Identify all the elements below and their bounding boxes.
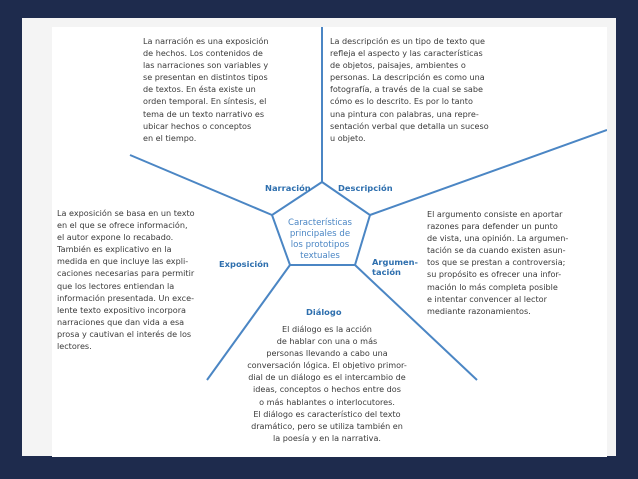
exposicion-text: La exposición se basa en un texto en el que se ofrece información, el autor expone lo recabado. También es explicativo en la medida en que incluye las expli- caciones necesarias para permitir que los lectores entiendan la información presentada. Un exce- lente texto expositivo incorpora narraciones que dan vida a esa prosa y cautivan el interés de los lectores. [57,208,195,352]
dialogo-label: Diálogo [306,307,342,317]
dialogo-text: El diálogo es la acción de hablar con una o más personas llevando a cabo una conversación lógica. El objetivo primor- dial de un diálogo es el intercambio de ideas, conceptos o hechos entre dos o más hablantes o interlocutores. El diálogo es característico del texto dramático, pero se utiliza también en la poesía y en la narrativa. [247,324,407,443]
descripcion-label: Descripción [338,183,393,193]
diagram-panel [52,27,607,457]
exposicion-label: Exposición [219,259,269,269]
narracion-text: La narración es una exposición de hechos. Los contenidos de las narraciones son variables y se presentan en distintos tipos de textos. En ésta existe un orden temporal. En síntesis, el tema de un texto narrativo es ubicar hechos o conceptos en el tiempo. [143,36,269,143]
slide [22,18,616,456]
center-title: Características principales de los prototipos textuales [287,218,353,261]
line-upper-left [130,155,272,215]
argumentacion-label: Argumen- tación [372,257,418,277]
narracion-label: Narración [265,183,311,193]
argumentacion-text: El argumento consiste en aportar razones para defender un punto de vista, una opinión. La argumen- tación se da cuando existen asun- tos que se prestan a controversia; su propósito es ofrecer una infor- mación lo más completa posible e intentar convencer al lector mediante razonamientos. [427,209,569,316]
descripcion-text: La descripción es un tipo de texto que refleja el aspecto y las características de objetos, paisajes, ambientes o personas. La descripción es como una fotografía, a través de la cual se sabe cómo es lo descrito. Es por lo tanto una pintura con palabras, una repre- sentación verbal que detalla un suceso u objeto. [330,36,489,143]
